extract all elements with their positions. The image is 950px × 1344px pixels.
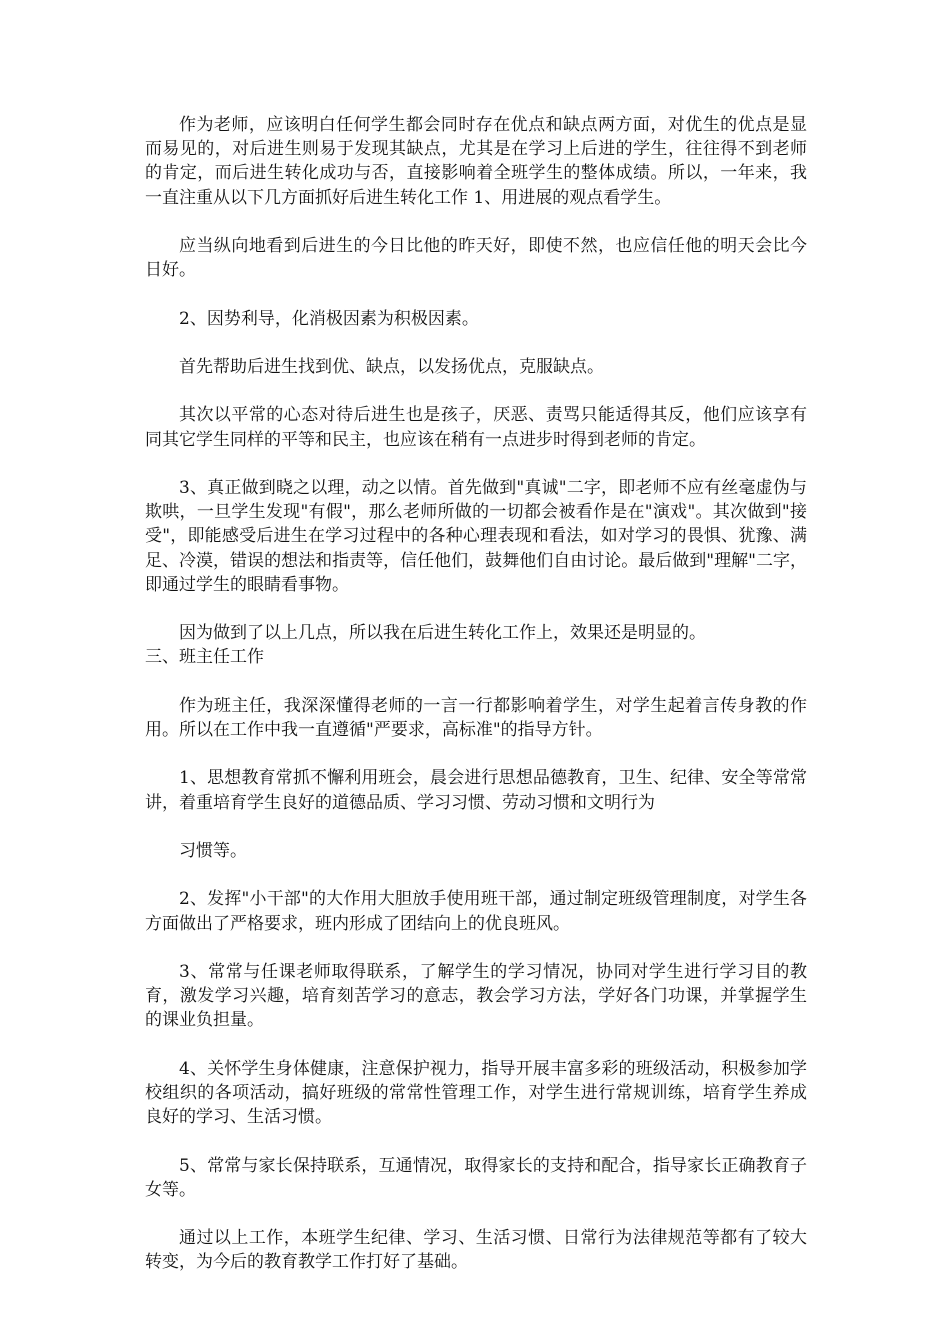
paragraph-6: 3、真正做到晓之以理，动之以情。首先做到"真诚"二字，即老师不应有丝毫虚伪与欺哄，一旦学生发现"有假"，那么老师所做的一切都会被看作是在"演戏"。其次做到"接受"，即能感受后进生在学习过程中的各种心理表现和看法，如对学习的畏惧、犹豫、满足、冷漠，错误的想法和指责等，信任他们，鼓舞他们自由讨论。最后做到"理解"二字，即通过学生的眼睛看事物。 <box>145 477 807 595</box>
paragraph-3: 2、因势利导，化消极因素为积极因素。 <box>179 308 479 329</box>
section-paragraph-7: 5、常常与家长保持联系，互通情况，取得家长的支持和配合，指导家长正确教育子女等。 <box>145 1155 807 1200</box>
paragraph-1: 作为老师，应该明白任何学生都会同时存在优点和缺点两方面，对优生的优点是显而易见的，对后进生则易于发现其缺点，尤其是在学习上后进的学生，往往得不到老师的肯定，而后进生转化成功与否，直接影响着全班学生的整体成绩。所以，一年来，我一直注重从以下几方面抓好后进生转化工作 1、用进展的观点看学生。 <box>145 115 807 208</box>
section-paragraph-2: 1、思想教育常抓不懈利用班会，晨会进行思想品德教育，卫生、纪律、安全等常常讲，着重培育学生良好的道德品质、学习习惯、劳动习惯和文明行为 <box>145 768 807 813</box>
section-paragraph-1: 作为班主任，我深深懂得老师的一言一行都影响着学生，对学生起着言传身教的作用。所以在工作中我一直遵循"严要求，高标准"的指导方针。 <box>145 695 807 740</box>
paragraph-2: 应当纵向地看到后进生的今日比他的昨天好，即使不然，也应信任他的明天会比今日好。 <box>145 236 807 281</box>
paragraph-4: 首先帮助后进生找到优、缺点，以发扬优点，克服缺点。 <box>179 356 604 377</box>
paragraph-5: 其次以平常的心态对待后进生也是孩子，厌恶、责骂只能适得其反，他们应该享有同其它学生同样的平等和民主，也应该在稍有一点进步时得到老师的肯定。 <box>145 405 807 450</box>
section-heading: 三、班主任工作 <box>145 647 264 668</box>
section-paragraph-4: 2、发挥"小干部"的大作用大胆放手使用班干部，通过制定班级管理制度，对学生各方面做出了严格要求，班内形成了团结向上的优良班风。 <box>145 889 807 934</box>
section-paragraph-5: 3、常常与任课老师取得联系，了解学生的学习情况，协同对学生进行学习目的教育，激发学习兴趣，培育刻苦学习的意志，教会学习方法，学好各门功课，并掌握学生的课业负担量。 <box>145 961 807 1031</box>
section-paragraph-6: 4、关怀学生身体健康，注意保护视力，指导开展丰富多彩的班级活动，积极参加学校组织的各项活动，搞好班级的常常性管理工作，对学生进行常规训练，培育学生养成良好的学习、生活习惯。 <box>145 1058 807 1128</box>
section-paragraph-8: 通过以上工作，本班学生纪律、学习、生活习惯、日常行为法律规范等都有了较大转变，为今后的教育教学工作打好了基础。 <box>145 1228 807 1273</box>
document-body <box>145 113 807 1299</box>
paragraph-7: 因为做到了以上几点，所以我在后进生转化工作上，效果还是明显的。 <box>179 623 706 644</box>
section-paragraph-3: 习惯等。 <box>179 840 247 861</box>
